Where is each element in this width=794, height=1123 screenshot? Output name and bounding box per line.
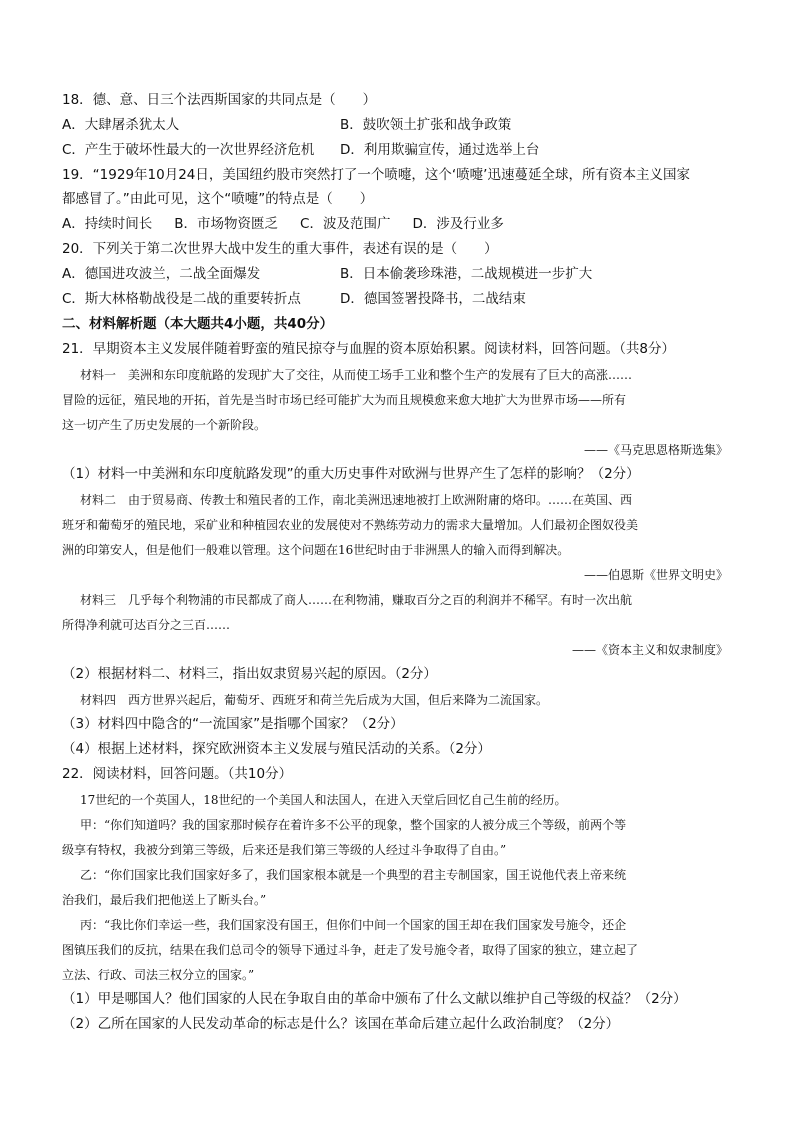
q19-option-c: C．波及范围广 xyxy=(300,216,391,232)
q21-sub2: （2）根据材料二、材料三，指出奴隶贸易兴起的原因。（2分） xyxy=(62,666,437,682)
q22-sub2: （2）乙所在国家的人民发动革命的标志是什么？该国在革命后建立起什么政治制度？（2分） xyxy=(62,1016,620,1032)
q19-option-b: B．市场物资匮乏 xyxy=(174,216,279,232)
q18-stem: 18．德、意、日三个法西斯国家的共同点是（ ） xyxy=(62,92,377,108)
q21-sub4: （4）根据上述材料，探究欧洲资本主义发展与殖民活动的关系。（2分） xyxy=(62,741,491,757)
q18-option-c: C．产生于破坏性最大的一次世界经济危机 xyxy=(62,142,315,158)
q19-option-d: D．涉及行业多 xyxy=(412,216,504,232)
q18-option-a: A．大肆屠杀犹太人 xyxy=(62,117,180,133)
q21-intro: 21．早期资本主义发展伴随着野蛮的殖民掠夺与血腥的资本原始积累。阅读材料，回答问题。（共8分） xyxy=(62,341,676,357)
section2-heading: 二、材料解析题（本大题共4小题，共40分） xyxy=(62,316,334,332)
q21-material2-line3: 洲的印第安人，但是他们一般难以管理。这个问题在16世纪时由于非洲黑人的输入而得到解决。 xyxy=(62,543,570,557)
q19-option-a: A．持续时间长 xyxy=(62,216,153,232)
q20-option-d: D．德国签署投降书，二战结束 xyxy=(340,291,526,307)
q20-option-c: C．斯大林格勒战役是二战的重要转折点 xyxy=(62,291,301,307)
q21-material1-line1: 材料一 美洲和东印度航路的发现扩大了交往，从而使工场手工业和整个生产的发展有了巨大的高涨…… xyxy=(80,368,633,382)
q21-material3-source: ——《资本主义和奴隶制度》 xyxy=(571,643,728,657)
q21-material2-line2: 班牙和葡萄牙的殖民地，采矿业和种植园农业的发展使对不熟练劳动力的需求大量增加。人们最初企图奴役美 xyxy=(62,518,639,532)
q19-stem-line1: 19．“1929年10月24日，美国纽约股市突然打了一个喷嚏，这个‘喷嚏’迅速蔓延全球，所有资本主义国家 xyxy=(62,167,690,183)
q22-yi-line2: 治我们，最后我们把他送上了断头台。” xyxy=(62,893,267,907)
q21-material4: 材料四 西方世界兴起后，葡萄牙、西班牙和荷兰先后成为大国，但后来降为二流国家。 xyxy=(80,693,549,707)
q22-bing-line3: 立法、行政、司法三权分立的国家。” xyxy=(62,968,255,982)
q20-options-row2 xyxy=(62,289,526,309)
q20-option-a: A．德国进攻波兰，二战全面爆发 xyxy=(62,266,261,282)
q22-bing-line1: 丙：“我比你们幸运一些，我们国家没有国王，但你们中间一个国家的国王却在我们国家发号施令，还企 xyxy=(80,918,627,932)
q19-options xyxy=(62,214,504,234)
q18-option-d: D．利用欺骗宣传，通过选举上台 xyxy=(340,142,540,158)
q21-sub1: （1）材料一中美洲和东印度航路发现”的重大历史事件对欧洲与世界产生了怎样的影响？（2分） xyxy=(62,466,640,482)
q21-material3-line1: 材料三 几乎每个利物浦的市民都成了商人……在利物浦，赚取百分之百的利润并不稀罕。有时一次出航 xyxy=(80,593,633,607)
q22-bing-line2: 图镇压我们的反抗，结果在我们总司令的领导下通过斗争，赶走了发号施令者，取得了国家的独立，建立起了 xyxy=(62,943,639,957)
q21-material1-line2: 冒险的远征，殖民地的开拓，首先是当时市场已经可能扩大为而且规模愈来愈大地扩大为世界市场——所有 xyxy=(62,393,627,407)
q22-sub1: （1）甲是哪国人？他们国家的人民在争取自由的革命中颁布了什么文献以维护自己等级的权益？（2分） xyxy=(62,991,687,1007)
q21-material2-source: ——伯恩斯《世界文明史》 xyxy=(583,568,728,582)
q18-options-row2 xyxy=(62,140,540,160)
q22-context: 17世纪的一个英国人，18世纪的一个美国人和法国人，在进入天堂后回忆自己生前的经历。 xyxy=(80,793,567,807)
q20-options-row1 xyxy=(62,264,593,284)
q22-yi-line1: 乙：“你们国家比我们国家好多了，我们国家根本就是一个典型的君主专制国家，国王说他代表上帝来统 xyxy=(80,868,627,882)
q21-material3-line2: 所得净利就可达百分之三百…… xyxy=(62,618,231,632)
q21-material2-line1: 材料二 由于贸易商、传教士和殖民者的工作，南北美洲迅速地被打上欧洲附庸的烙印。……在英国、西 xyxy=(80,493,633,507)
q21-material1-line3: 这一切产生了历史发展的一个新阶段。 xyxy=(62,418,267,432)
q21-material1-source: ——《马克思恩格斯选集》 xyxy=(583,443,728,457)
q22-intro: 22．阅读材料，回答问题。（共10分） xyxy=(62,766,293,782)
q19-stem-line2: 都感冒了。”由此可见，这个“喷嚏”的特点是（ ） xyxy=(62,191,374,207)
q21-sub3: （3）材料四中隐含的“一流国家”是指哪个国家？（2分） xyxy=(62,716,404,732)
q20-option-b: B．日本偷袭珍珠港，二战规模进一步扩大 xyxy=(340,266,593,282)
q22-jia-line1: 甲：“你们知道吗？我的国家那时候存在着许多不公平的现象，整个国家的人被分成三个等级，前两个等 xyxy=(80,818,627,832)
q18-options-row1 xyxy=(62,115,512,135)
q22-jia-line2: 级享有特权，我被分到第三等级，后来还是我们第三等级的人经过斗争取得了自由。” xyxy=(62,843,507,857)
q20-stem: 20．下列关于第二次世界大战中发生的重大事件，表述有误的是（ ） xyxy=(62,241,498,257)
q18-option-b: B．鼓吹领土扩张和战争政策 xyxy=(340,117,512,133)
